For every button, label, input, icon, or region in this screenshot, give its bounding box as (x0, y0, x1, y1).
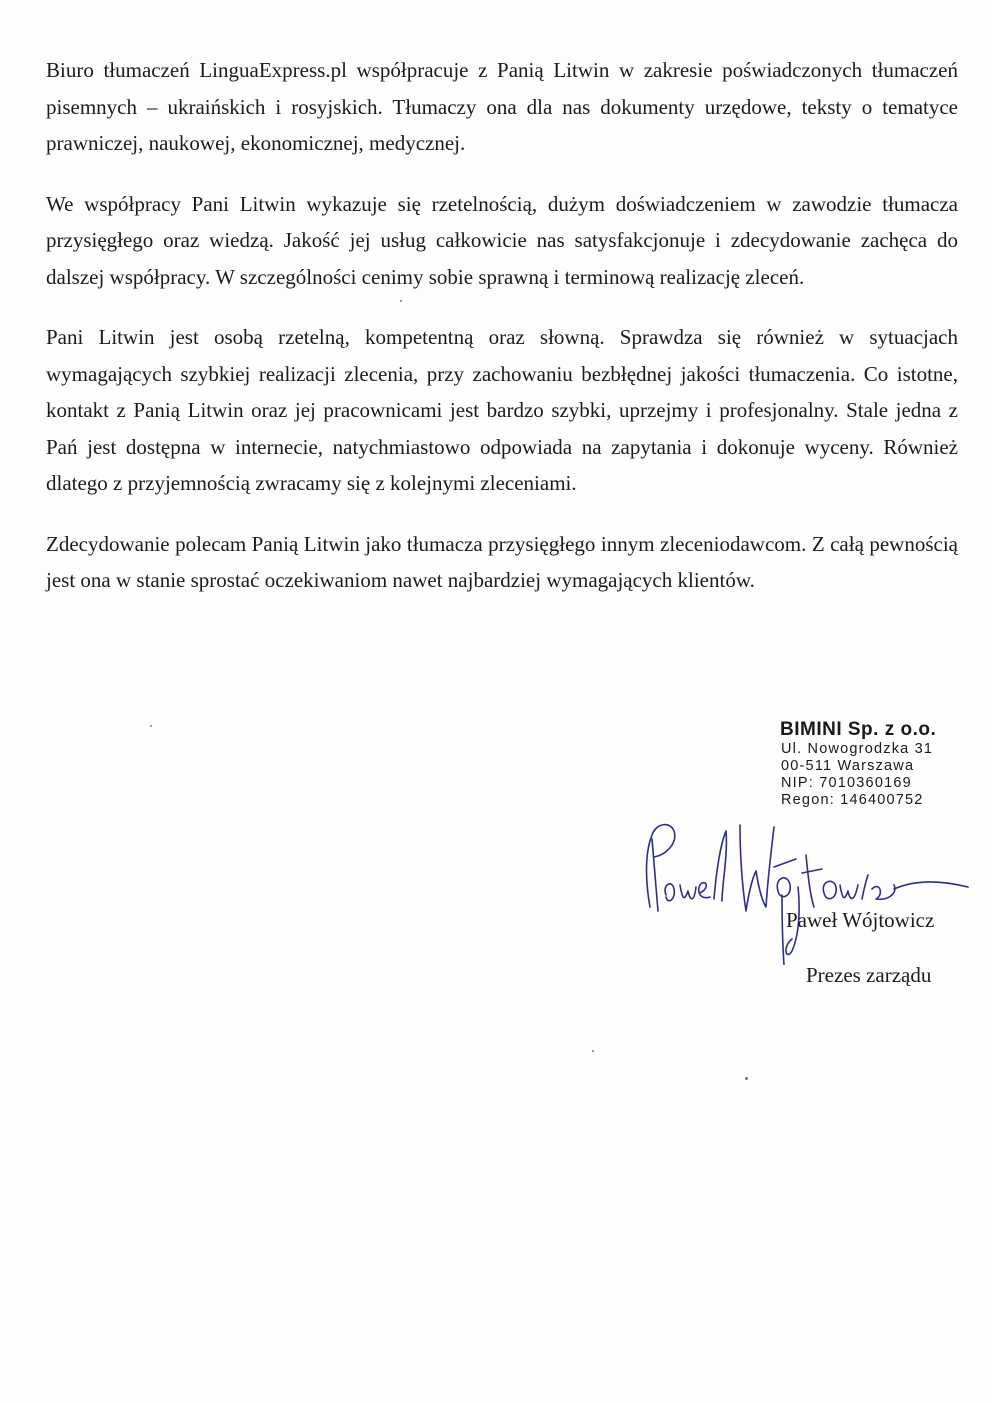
stamp-regon: Regon: 146400752 (781, 792, 924, 808)
stamp-nip: NIP: 7010360169 (781, 775, 912, 791)
stamp-company-name: BIMINI Sp. z o.o. (780, 719, 937, 740)
stamp-street: Ul. Nowogrodzka 31 (781, 741, 934, 757)
paragraph-2: We współpracy Pani Litwin wykazuje się rzetelnością, dużym doświadczeniem w zawodzie tłumacza przysięgłego oraz wiedzą. Jakość jej usług całkowicie nas satysfakcjonuje i zdecydowanie zachęca do dalszej współpracy. W szczególności cenimy sobie sprawną i terminową realizację zleceń. (46, 191, 958, 289)
paragraph-4: Zdecydowanie polecam Panią Litwin jako tłumacza przysięgłego innym zleceniodawcom. Z całą pewnością jest ona w stanie sprostać oczekiwaniom nawet najbardziej wymagających klientów. (46, 531, 958, 592)
scan-speck (745, 1077, 748, 1080)
scan-speck (592, 1050, 594, 1052)
stamp-city: 00-511 Warszawa (781, 758, 915, 774)
handwritten-signature (636, 815, 976, 965)
signer-name: Paweł Wójtowicz (786, 908, 935, 932)
company-stamp (781, 719, 936, 809)
paragraph-3: Pani Litwin jest osobą rzetelną, kompetentną oraz słowną. Sprawdza się również w sytuacjach wymagających szybkiej realizacji zlecenia, przy zachowaniu bezbłędnej jakości tłumaczenia. Co istotne, kontakt z Panią Litwin oraz jej pracownicami jest bardzo szybki, uprzejmy i profesjonalny. Stale jedna z Pań jest dostępna w internecie, natychmiastowo odpowiada na zapytania i dokonuje wyceny. Również dlatego z przyjemnością zwracamy się z kolejnymi zleceniami. (46, 325, 958, 495)
paragraph-1: Biuro tłumaczeń LinguaExpress.pl współpracuje z Panią Litwin w zakresie poświadczonych tłumaczeń pisemnych – ukraińskich i rosyjskich. Tłumaczy ona dla nas dokumenty urzędowe, teksty o tematyce prawniczej, naukowej, ekonomicznej, medycznej. (46, 58, 958, 155)
scan-speck (400, 300, 402, 302)
signer-role: Prezes zarządu (806, 963, 932, 987)
letter-body (46, 52, 958, 623)
scan-speck (150, 725, 152, 727)
